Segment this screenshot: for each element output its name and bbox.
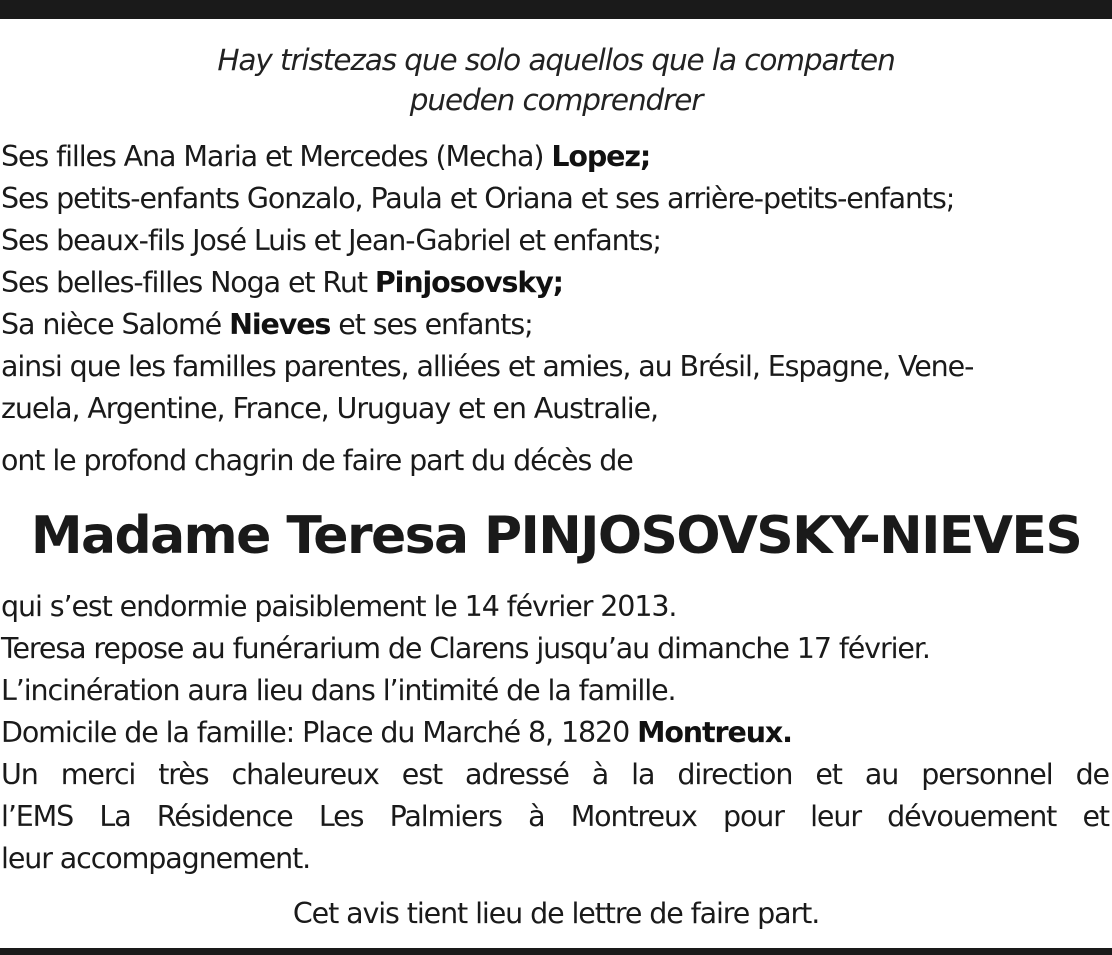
detail-line-funeral-home: Teresa repose au funérarium de Clarens jusqu’au dimanche 17 février. xyxy=(1,632,930,665)
epigraph-line-2: pueden comprendrer xyxy=(409,83,703,117)
detail-line-address xyxy=(1,712,1109,754)
detail-line-thanks-1: Un merci très chaleureux est adressé à la direction et au personnel de xyxy=(1,758,1109,791)
detail-line-thanks-3: leur accompagnement. xyxy=(1,842,311,875)
mourner-text-after: et ses enfants; xyxy=(330,308,533,341)
announcement-intro xyxy=(1,440,1109,482)
mourner-surname: Pinjosovsky; xyxy=(374,266,563,299)
mourner-line-grandchildren: Ses petits-enfants Gonzalo, Paula et Oriana et ses arrière-petits-enfants; xyxy=(1,182,955,215)
bottom-border-rule xyxy=(0,948,1112,955)
family-mourners-list xyxy=(1,136,1109,430)
mourner-line-sons-in-law: Ses beaux-fils José Luis et Jean-Gabriel et enfants; xyxy=(1,224,661,257)
mourner-line-families-cont: zuela, Argentine, France, Uruguay et en Australie, xyxy=(1,392,658,425)
mourner-surname: Lopez; xyxy=(551,140,651,173)
mourner-line-niece xyxy=(1,304,1109,346)
detail-line-passing: qui s’est endormie paisiblement le 14 février 2013. xyxy=(1,590,677,623)
deceased-name-heading: Madame Teresa PINJOSOVSKY-NIEVES xyxy=(30,506,1082,566)
mourner-line-daughters xyxy=(1,136,1109,178)
top-border-rule xyxy=(0,0,1112,19)
address-text: Domicile de la famille: Place du Marché 8, 1820 xyxy=(1,716,638,749)
address-city: Montreux. xyxy=(637,716,792,749)
epigraph-line-1: Hay tristezas que solo aquellos que la comparten xyxy=(217,43,895,77)
intro-line: ont le profond chagrin de faire part du décès de xyxy=(1,444,633,477)
mourner-line-daughters-in-law xyxy=(1,262,1109,304)
mourner-text: Ses belles-filles Noga et Rut xyxy=(1,266,375,299)
closing-note: Cet avis tient lieu de lettre de faire part. xyxy=(292,897,820,930)
mourner-text: Ses filles Ana Maria et Mercedes (Mecha) xyxy=(1,140,552,173)
detail-line-cremation: L’incinération aura lieu dans l’intimité de la famille. xyxy=(1,674,676,707)
mourner-line-families: ainsi que les familles parentes, alliées et amies, au Brésil, Espagne, Vene- xyxy=(1,350,974,383)
mourner-surname: Nieves xyxy=(229,308,331,341)
mourner-text: Sa nièce Salomé xyxy=(1,308,230,341)
epigraph xyxy=(0,40,1112,120)
funeral-details xyxy=(1,586,1109,880)
detail-line-thanks-2: l’EMS La Résidence Les Palmiers à Montreux pour leur dévouement et xyxy=(1,800,1109,833)
